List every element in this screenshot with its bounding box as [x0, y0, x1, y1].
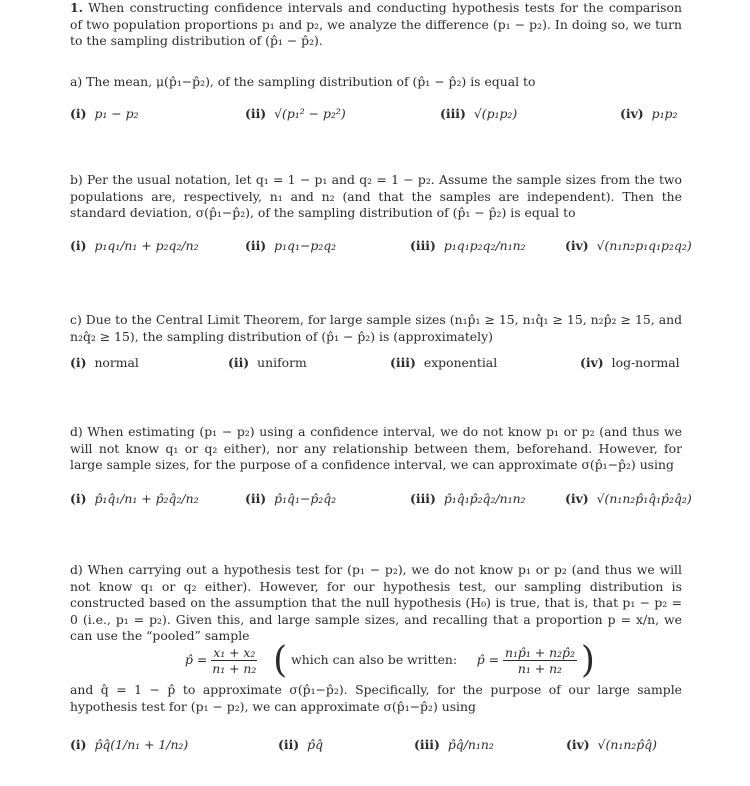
part-d2-text-after: and q̂ = 1 − p̂ to approximate σ(p̂₁−p̂₂). Specifically, for the purpose of our large sample hypothesis test for (p₁ − p₂), we can approximate σ(p̂₁−p̂₂) using — [70, 682, 682, 714]
option-expr: p₁q₁p₂q₂/n₁n₂ — [443, 238, 526, 253]
part-a-option-3[interactable] — [440, 106, 517, 121]
option-expr: p₁q₁−p₂q₂ — [274, 238, 337, 253]
option-tag: (iv) — [620, 106, 644, 121]
option-tag: (iii) — [410, 491, 436, 506]
option-tag: (iv) — [565, 491, 589, 506]
option-expr: exponential — [423, 355, 498, 370]
option-tag: (i) — [70, 355, 87, 370]
option-expr: p̂q̂ — [307, 737, 324, 752]
option-expr: p̂₁q̂₁−p̂₂q̂₂ — [274, 491, 337, 506]
option-tag: (iv) — [566, 737, 590, 752]
option-tag: (ii) — [278, 737, 300, 752]
part-c-option-2[interactable] — [228, 355, 307, 370]
option-tag: (i) — [70, 491, 87, 506]
option-expr: p₁ − p₂ — [94, 106, 139, 121]
option-expr: p̂₁q̂₁p̂₂q̂₂/n₁n₂ — [443, 491, 526, 506]
pooled-rhs: p̂ = — [476, 652, 500, 667]
option-tag: (iv) — [580, 355, 604, 370]
part-d1-text: d) When estimating (p₁ − p₂) using a confidence interval, we do not know p₁ or p₂ (and thus we will not know q₁ or q₂ either), nor any relationship between them, beforehand. However, for large sample sizes, for the purpose of a confidence interval, we can approximate σ(p̂₁−p̂₂) using — [70, 424, 682, 472]
option-expr: √(p₁p₂) — [473, 106, 518, 121]
option-expr: √(p₁² − p₂²) — [274, 106, 346, 121]
pooled-denominator: n₁ + n₂ — [212, 661, 257, 676]
option-tag: (iii) — [410, 238, 436, 253]
option-expr: p̂q̂/n₁n₂ — [447, 737, 494, 752]
option-tag: (iii) — [390, 355, 416, 370]
part-d2-option-1[interactable] — [70, 737, 188, 752]
option-expr: √(n₁n₂p̂₁q̂₁p̂₂q̂₂) — [596, 491, 692, 506]
part-d1-option-2[interactable] — [245, 491, 336, 506]
open-paren: ( — [273, 640, 288, 681]
option-expr: normal — [94, 355, 139, 370]
part-d1-option-1[interactable] — [70, 491, 199, 506]
part-a-option-1[interactable] — [70, 106, 139, 121]
part-d1-option-3[interactable] — [410, 491, 526, 506]
part-b-option-4[interactable] — [565, 238, 692, 253]
pooled-fraction — [211, 645, 257, 676]
intro-text: When constructing confidence intervals and conducting hypothesis tests for the comparison of two population proportions p₁ and p₂, we analyze the difference (p₁ − p₂). In doing so, we turn to the sampling distribution of (p̂₁ − p̂₂). — [70, 0, 682, 48]
part-d1-option-4[interactable] — [565, 491, 692, 506]
question-intro — [70, 0, 682, 50]
option-tag: (ii) — [245, 106, 267, 121]
option-tag: (iv) — [565, 238, 589, 253]
part-c-option-3[interactable] — [390, 355, 497, 370]
part-c-option-4[interactable] — [580, 355, 680, 370]
option-tag: (ii) — [228, 355, 250, 370]
part-d2-text: d) When carrying out a hypothesis test for (p₁ − p₂), we do not know p₁ or p₂ (and thus we will not know q₁ or q₂ either). However, for our hypothesis test, our sampling distribution is constructed based on the assumption that the null hypothesis (H₀) is true, that is, that p₁ − p₂ = 0 (i.e., p₁ = p₂). Given this, and large sample sizes, and recalling that a proportion p = x/n, we can use the “pooled” sample — [70, 562, 682, 643]
option-tag: (iii) — [440, 106, 466, 121]
option-expr: p₁p₂ — [651, 106, 678, 121]
option-expr: log-normal — [611, 355, 680, 370]
part-d2-option-3[interactable] — [414, 737, 494, 752]
part-b-option-3[interactable] — [410, 238, 526, 253]
option-expr: uniform — [257, 355, 307, 370]
part-d2-option-2[interactable] — [278, 737, 323, 752]
close-paren: ) — [580, 640, 595, 681]
option-tag: (ii) — [245, 238, 267, 253]
pooled-numerator: x₁ + x₂ — [213, 645, 256, 660]
option-expr: √(n₁n₂p̂q̂) — [597, 737, 657, 752]
part-b-option-1[interactable] — [70, 238, 199, 253]
part-b-option-2[interactable] — [245, 238, 336, 253]
option-tag: (i) — [70, 106, 87, 121]
part-c-option-1[interactable] — [70, 355, 139, 370]
option-tag: (i) — [70, 238, 87, 253]
option-expr: p₁q₁/n₁ + p₂q₂/n₂ — [94, 238, 199, 253]
pooled-fraction-alt — [503, 645, 577, 676]
part-a-option-2[interactable] — [245, 106, 346, 121]
option-expr: √(n₁n₂p₁q₁p₂q₂) — [596, 238, 692, 253]
option-tag: (i) — [70, 737, 87, 752]
part-d2-option-4[interactable] — [566, 737, 657, 752]
part-b-text: b) Per the usual notation, let q₁ = 1 − p₁ and q₂ = 1 − p₂. Assume the sample sizes from the two populations are, respectively, n₁ and n₂ (and that the samples are independent). Then the standard deviation, σ(p̂₁−p̂₂), of the sampling distribution of (p̂₁ − p̂₂) is equal to — [70, 172, 682, 220]
pooled-denominator-alt: n₁ + n₂ — [517, 661, 563, 676]
option-expr: p̂q̂(1/n₁ + 1/n₂) — [94, 737, 189, 752]
pooled-numerator-alt: n₁p̂₁ + n₂p̂₂ — [504, 645, 575, 660]
question-number: 1. — [70, 0, 83, 15]
pooled-lhs: p̂ = — [185, 652, 208, 667]
pooled-formula — [185, 640, 595, 681]
part-a-option-4[interactable] — [620, 106, 677, 121]
option-tag: (iii) — [414, 737, 440, 752]
part-a-text: a) The mean, μ(p̂₁−p̂₂), of the sampling distribution of (p̂₁ − p̂₂) is equal to — [70, 74, 536, 89]
option-tag: (ii) — [245, 491, 267, 506]
part-c-text: c) Due to the Central Limit Theorem, for large sample sizes (n₁p̂₁ ≥ 15, n₁q̂₁ ≥ 15, n₂p̂₂ ≥ 15, and n₂q̂₂ ≥ 15), the sampling distribution of (p̂₁ − p̂₂) is (approximately) — [70, 312, 682, 344]
pooled-note: which can also be written: — [291, 652, 458, 667]
option-expr: p̂₁q̂₁/n₁ + p̂₂q̂₂/n₂ — [94, 491, 199, 506]
